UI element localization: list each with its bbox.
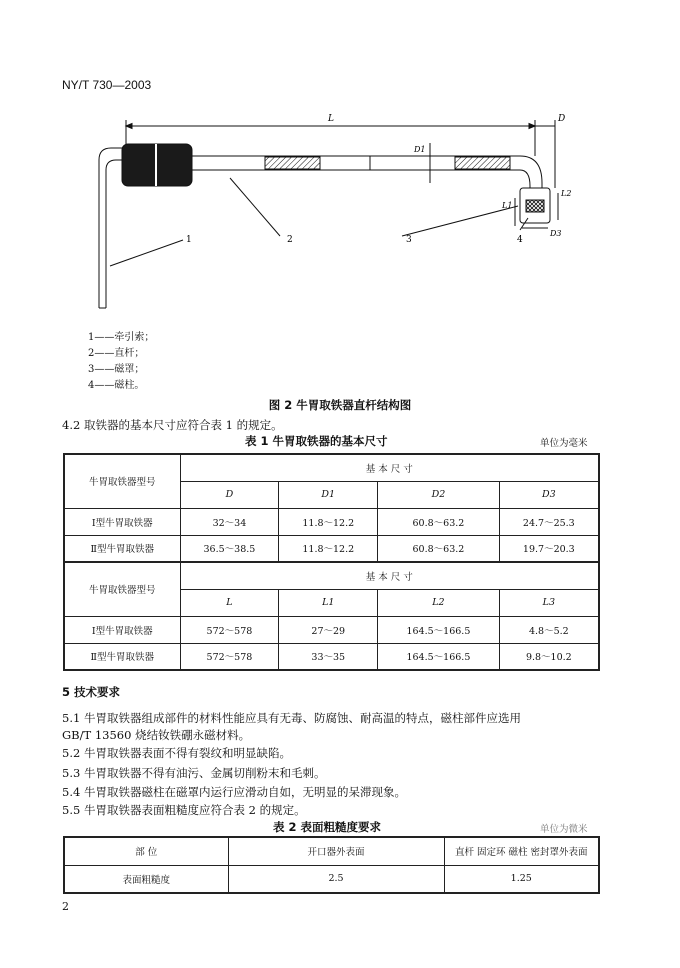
- table-row: [64, 865, 599, 893]
- group-header: 基 本 尺 寸: [180, 454, 599, 481]
- legend-item: 1——牵引索；: [88, 332, 155, 343]
- clause-5-3: 5.3 牛胃取铁器不得有油污、金属切削粉末和毛刺。: [62, 766, 326, 780]
- t2-row-label: 表面粗糙度: [64, 865, 228, 893]
- legend-item: 3——磁罩；: [88, 364, 145, 375]
- table2-title: 表 2 表面粗糙度要求: [273, 820, 382, 834]
- table-row: [64, 643, 599, 670]
- label-L: L: [328, 114, 334, 124]
- table2: [63, 836, 600, 894]
- model-cell: Ⅱ型牛胃取铁器: [64, 535, 180, 562]
- table-row: [64, 535, 599, 562]
- callout-2: 2: [287, 235, 293, 245]
- col-header: L3: [499, 589, 599, 616]
- model-cell: Ⅰ型牛胃取铁器: [64, 616, 180, 643]
- section-5-heading: 5 技术要求: [62, 685, 121, 699]
- value-cell: 4.8～5.2: [499, 616, 599, 643]
- model-header: 牛胃取铁器型号: [64, 454, 180, 508]
- magnet-core: [526, 200, 544, 212]
- value-cell: 1.25: [444, 865, 599, 893]
- table1-unit: 单位为毫米: [540, 438, 588, 449]
- col-header: L: [180, 589, 279, 616]
- value-cell: 164.5～166.5: [378, 643, 499, 670]
- standard-code: NY/T 730—2003: [62, 78, 152, 92]
- label-D: D: [558, 114, 566, 124]
- clause-5-4: 5.4 牛胃取铁器磁柱在磁罩内运行应滑动自如，无明显的呆滞现象。: [62, 785, 406, 799]
- value-cell: 572～578: [180, 643, 279, 670]
- leader-2: [230, 178, 280, 236]
- model-cell: Ⅰ型牛胃取铁器: [64, 508, 180, 535]
- clause-5-5: 5.5 牛胃取铁器表面粗糙度应符合表 2 的规定。: [62, 803, 306, 817]
- table-row: [64, 508, 599, 535]
- page-number: 2: [62, 900, 69, 913]
- value-cell: 33～35: [279, 643, 378, 670]
- col-header: D1: [279, 481, 378, 508]
- clause-5-1-line1: 5.1 牛胃取铁器组成部件的材料性能应具有无毒、防腐蚀、耐高温的特点，磁柱部件应选用: [62, 711, 521, 725]
- label-D3: D3: [550, 229, 562, 238]
- value-cell: 11.8～12.2: [279, 508, 378, 535]
- label-L1: L1: [502, 201, 513, 210]
- value-cell: 19.7～20.3: [499, 535, 599, 562]
- callout-4: 4: [517, 235, 523, 245]
- clause-4-2: 4.2 取铁器的基本尺寸应符合表 1 的规定。: [62, 418, 283, 432]
- clause-5-1-line2: GB/T 13560 烧结钕铁硼永磁材料。: [62, 728, 251, 742]
- t2-header: 开口器外表面: [228, 837, 444, 865]
- label-L2: L2: [561, 189, 572, 198]
- model-header: 牛胃取铁器型号: [64, 562, 180, 616]
- figure-legend: [88, 330, 154, 394]
- leader-1: [110, 240, 183, 266]
- value-cell: 2.5: [228, 865, 444, 893]
- value-cell: 572～578: [180, 616, 279, 643]
- table1: [63, 453, 600, 671]
- table2-unit: 单位为微米: [540, 824, 588, 835]
- figure-caption: 图 2 牛胃取铁器直杆结构图: [268, 398, 412, 412]
- value-cell: 11.8～12.2: [279, 535, 378, 562]
- col-header: D2: [378, 481, 499, 508]
- table1-title: 表 1 牛胃取铁器的基本尺寸: [245, 434, 388, 448]
- value-cell: 36.5～38.5: [180, 535, 279, 562]
- value-cell: 32～34: [180, 508, 279, 535]
- value-cell: 24.7～25.3: [499, 508, 599, 535]
- legend-item: 2——直杆；: [88, 348, 145, 359]
- col-header: D3: [499, 481, 599, 508]
- t2-header: 部 位: [64, 837, 228, 865]
- clause-5-2: 5.2 牛胃取铁器表面不得有裂纹和明显缺陷。: [62, 746, 291, 760]
- col-header: L2: [378, 589, 499, 616]
- model-cell: Ⅱ型牛胃取铁器: [64, 643, 180, 670]
- value-cell: 60.8～63.2: [378, 508, 499, 535]
- table-row: [64, 616, 599, 643]
- figure-2-drawing: [80, 108, 610, 323]
- group-header: 基 本 尺 寸: [180, 562, 599, 589]
- value-cell: 9.8～10.2: [499, 643, 599, 670]
- value-cell: 27～29: [279, 616, 378, 643]
- leader-3: [402, 206, 518, 236]
- value-cell: 60.8～63.2: [378, 535, 499, 562]
- callout-3: 3: [406, 235, 412, 245]
- value-cell: 164.5～166.5: [378, 616, 499, 643]
- label-D1: D1: [414, 145, 426, 154]
- t2-header: 直杆 固定环 磁柱 密封罩外表面: [444, 837, 599, 865]
- col-header: D: [180, 481, 279, 508]
- legend-item: 4——磁柱。: [88, 380, 145, 391]
- callout-1: 1: [186, 235, 192, 245]
- col-header: L1: [279, 589, 378, 616]
